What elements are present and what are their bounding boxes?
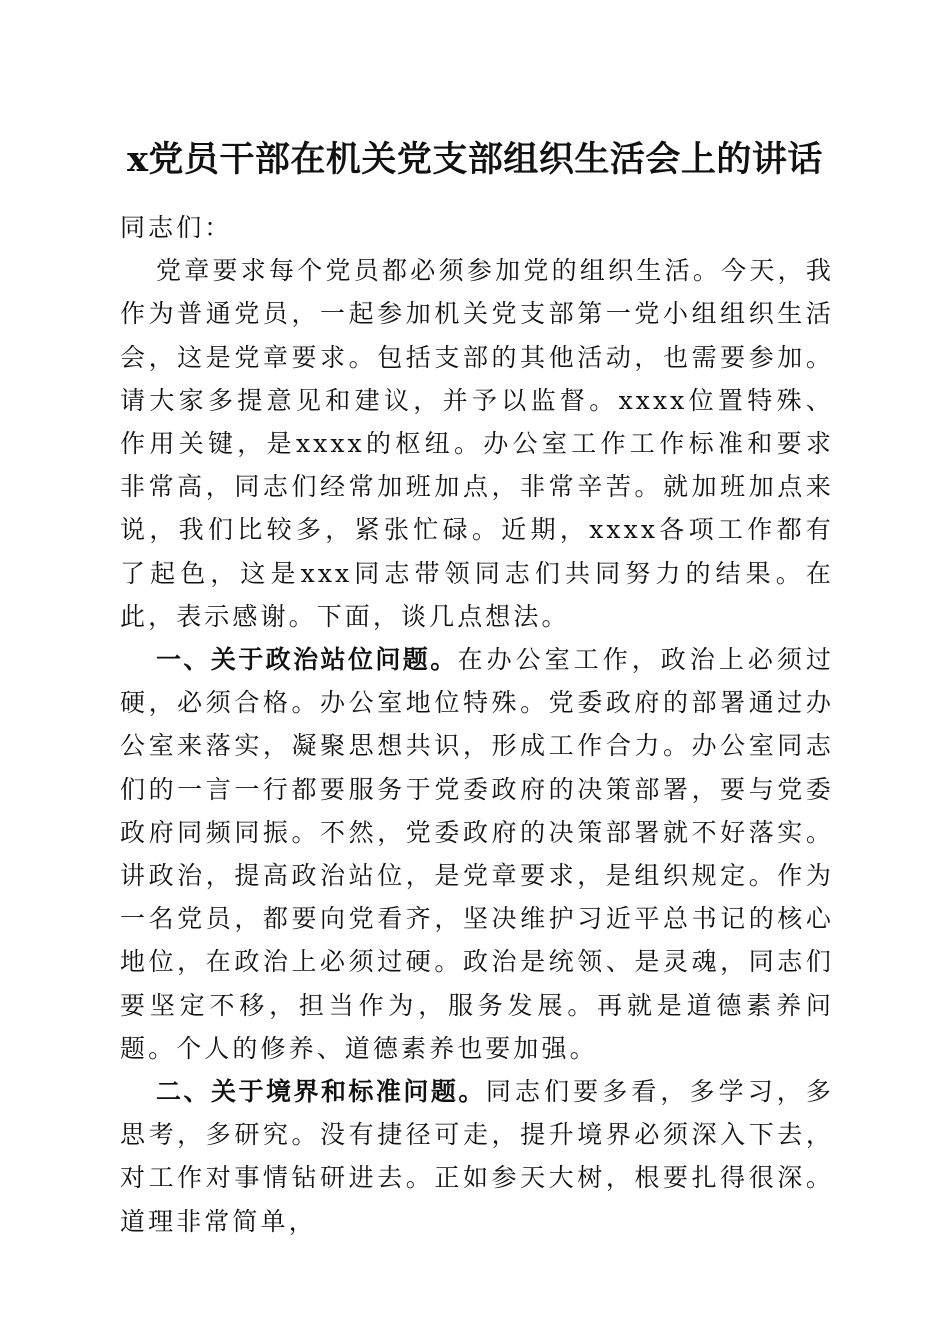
paragraph-intro	[120, 249, 834, 638]
document-title: x党员干部在机关党支部组织生活会上的讲话	[127, 139, 823, 180]
salutation: 同志们：	[120, 213, 233, 242]
paragraph-text: 在办公室工作，政治上必须过硬，必须合格。办公室地位特殊。党委政府的部署通过办公室来落实，凝聚思想共识，形成工作合力。办公室同志们的一言一行都要服务于党委政府的决策部署，要与党委政府同频同振。不然，党委政府的决策部署就不好落实。讲政治，提高政治站位，是党章要求，是组织规定。作为一名党员，都要向党看齐，坚决维护习近平总书记的核心地位，在政治上必须过硬。政治是统领、是灵魂，同志们要坚定不移，担当作为，服务发展。再就是道德素养问题。个人的修养、道德素养也要加强。	[120, 645, 834, 1063]
paragraph-text: 同志们要多看，多学习，多思考，多研究。没有捷径可走，提升境界必须深入下去，对工作对事情钻研进去。正如参天大树，根要扎得很深。道理非常简单，	[120, 1077, 834, 1236]
paragraph-political-stance	[120, 638, 834, 1070]
paragraph-realm-standards	[120, 1070, 834, 1243]
document-body	[120, 206, 834, 1243]
paragraph-text: 党章要求每个党员都必须参加党的组织生活。今天，我作为普通党员，一起参加机关党支部第一党小组组织生活会，这是党章要求。包括支部的其他活动，也需要参加。请大家多提意见和建议，并予以监督。xxxx位置特殊、作用关键，是xxxx的枢纽。办公室工作工作标准和要求非常高，同志们经常加班加点，非常辛苦。就加班加点来说，我们比较多，紧张忙碌。近期，xxxx各项工作都有了起色，这是xxx同志带领同志们共同努力的结果。在此，表示感谢。下面，谈几点想法。	[120, 256, 834, 631]
section-heading: 二、关于境界和标准问题。	[156, 1077, 486, 1107]
section-heading: 一、关于政治站位问题。	[156, 645, 458, 675]
